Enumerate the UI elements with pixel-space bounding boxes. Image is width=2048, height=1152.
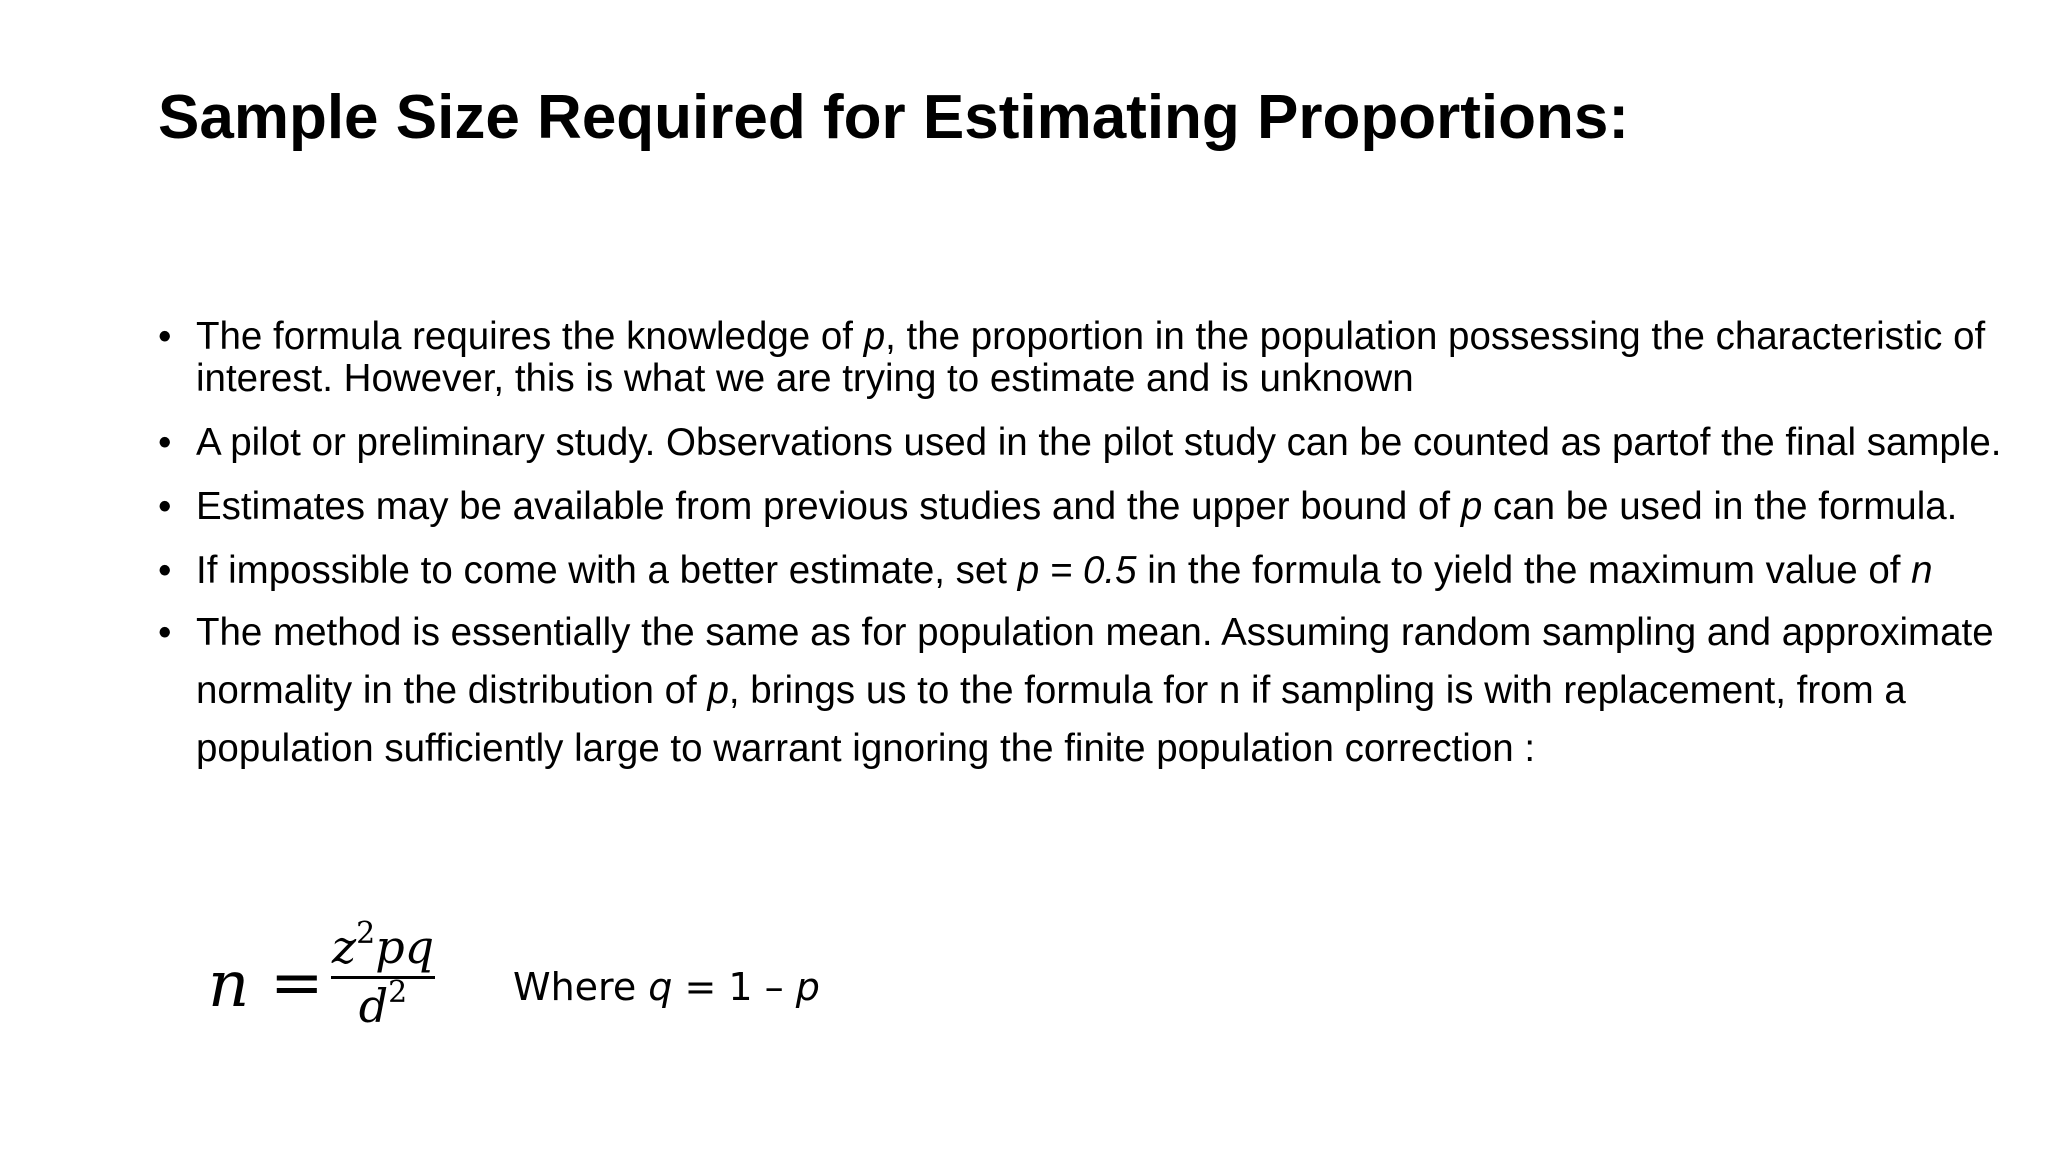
variable-n: n [1911, 549, 1933, 592]
bullet-text: The formula requires the knowledge of [196, 315, 864, 358]
slide-title: Sample Size Required for Estimating Proportions: [158, 83, 1629, 152]
bullet-marker: • [158, 421, 172, 464]
bullet-text: Estimates may be available from previous studies and the upper bound of [196, 485, 1461, 528]
numerator-exponent: 2 [356, 916, 376, 951]
bullet-item-1 [158, 316, 2008, 400]
variable-p: p [707, 669, 729, 712]
bullet-item-2 [158, 422, 2008, 464]
bullet-text: A pilot or preliminary study. Observations used in the pilot study can be counted as partof the final sample. [196, 421, 2002, 464]
bullet-text: can be used in the formula. [1482, 485, 1958, 528]
where-equation: = 1 – [672, 965, 796, 1009]
numerator-pq: pq [375, 920, 435, 974]
bullet-text: in the formula to yield the maximum value of [1136, 549, 1912, 592]
denominator-exponent: 2 [388, 975, 408, 1010]
formula-equals: = [270, 946, 324, 1020]
expression-p-equals: p = 0.5 [1017, 549, 1137, 592]
bullet-text: , the proportion in the population possessing the characteristic of interest. However, this is what we are trying to estimate and is unknown [196, 315, 1986, 400]
where-variable-p: p [795, 965, 820, 1009]
bullet-marker: • [158, 549, 172, 592]
bullet-list [158, 316, 2008, 800]
bullet-marker: • [158, 611, 172, 654]
bullet-item-3 [158, 486, 2008, 528]
denominator-d: d [358, 979, 389, 1033]
formula-lhs: n [208, 948, 250, 1022]
formula-numerator [323, 916, 443, 974]
bullet-text: The method is essentially the same as for population mean. Assuming random sampling and approximate normality in the distribution of [196, 611, 1994, 712]
bullet-marker: • [158, 485, 172, 528]
variable-p: p [1460, 485, 1483, 528]
sample-size-formula [208, 916, 1108, 1050]
where-label: Where [513, 965, 649, 1009]
variable-p: p [863, 315, 886, 358]
where-clause [513, 964, 820, 1010]
bullet-item-4 [158, 550, 2008, 592]
bullet-item-5 [158, 604, 2008, 778]
bullet-text: If impossible to come with a better estimate, set [196, 549, 1018, 592]
bullet-text: , brings us to the formula for n if sampling is with replacement, from a population sufficiently large to warrant ignoring the finite population correction : [196, 669, 1906, 770]
where-variable-q: q [648, 965, 673, 1009]
bullet-marker: • [158, 315, 172, 358]
numerator-z: z [331, 920, 357, 974]
formula-fraction [323, 916, 443, 1033]
formula-denominator [323, 975, 443, 1033]
